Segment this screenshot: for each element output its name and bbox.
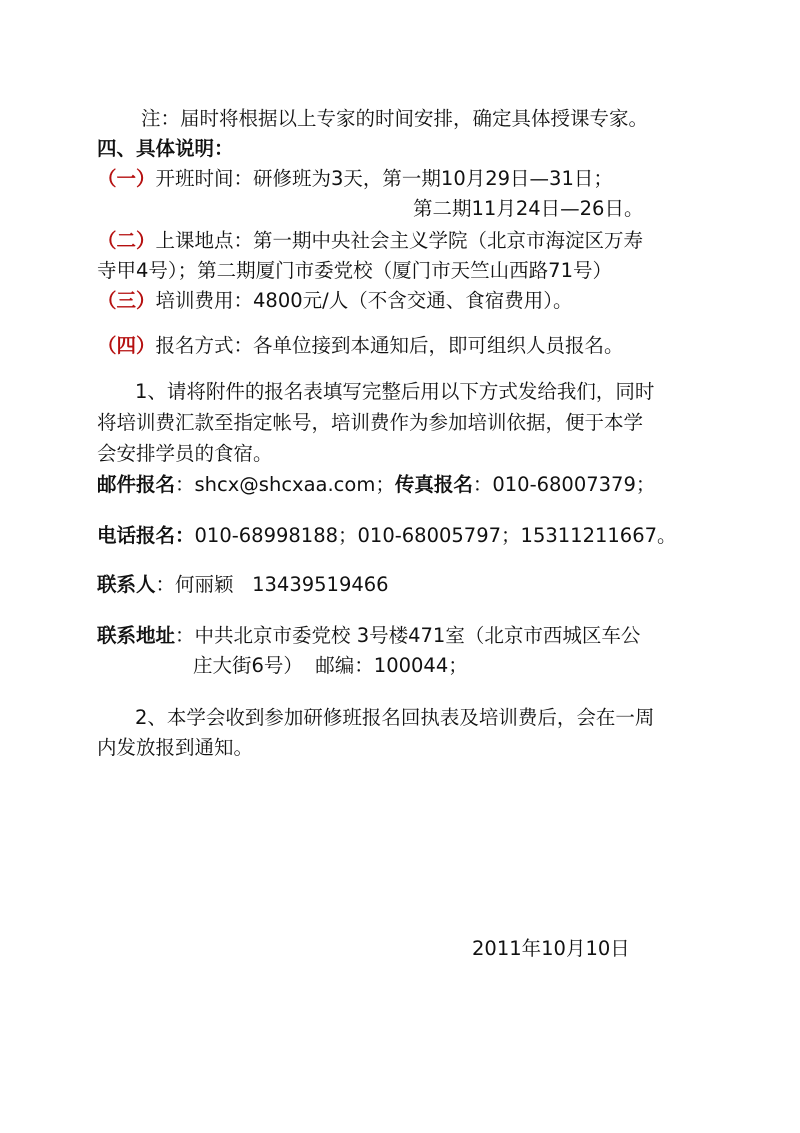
contact-value: ：何丽颖 13439519466 bbox=[155, 573, 389, 596]
contact-line bbox=[97, 570, 389, 600]
phone-value: 010-68998188；010-68005797；15311211667。 bbox=[194, 524, 677, 547]
document-date: 2011年10月10日 bbox=[472, 937, 630, 960]
paragraph-1-line-2: 将培训费汇款至指定帐号，培训费作为参加培训依据，便于本学 bbox=[97, 411, 644, 434]
fee-text: 培训费用：4800元/人（不含交通、食宿费用）。 bbox=[155, 289, 573, 312]
address-line bbox=[97, 621, 640, 651]
item-label: （一） bbox=[97, 167, 156, 190]
fax-value: ：010-68007379； bbox=[472, 473, 656, 496]
schedule-text: 开班时间：研修班为3天，第一期10月29日—31日； bbox=[155, 167, 613, 190]
address-value: ：中共北京市委党校 3号楼471室（北京市西城区车公 bbox=[175, 624, 641, 647]
note-line: 注：届时将根据以上专家的时间安排，确定具体授课专家。 bbox=[141, 107, 649, 130]
email-value: ：shcx@shcxaa.com； bbox=[175, 473, 395, 496]
registration-text: 报名方式：各单位接到本通知后，即可组织人员报名。 bbox=[155, 334, 624, 357]
contact-label: 联系人 bbox=[97, 573, 156, 596]
paragraph-1-line-1: 1、请将附件的报名表填写完整后用以下方式发给我们，同时 bbox=[135, 380, 655, 403]
schedule-line-2: 第二期11月24日—26日。 bbox=[413, 197, 644, 220]
item-label: （三） bbox=[97, 289, 156, 312]
registration-item bbox=[97, 331, 624, 361]
phone-line bbox=[97, 521, 677, 551]
fee-item bbox=[97, 286, 572, 316]
paragraph-2-line-2: 内发放报到通知。 bbox=[97, 736, 254, 759]
venue-line-2: 寺甲4号）；第二期厦门市委党校（厦门市天竺山西路71号） bbox=[97, 259, 612, 282]
paragraph-1-line-3: 会安排学员的食宿。 bbox=[97, 442, 273, 465]
section-heading: 四、具体说明： bbox=[97, 137, 234, 160]
address-label: 联系地址 bbox=[97, 624, 176, 647]
fax-label: 传真报名 bbox=[394, 473, 473, 496]
schedule-item bbox=[97, 164, 613, 194]
item-label: （二） bbox=[97, 229, 156, 252]
paragraph-2-line-1: 2、本学会收到参加研修班报名回执表及培训费后，会在一周 bbox=[135, 706, 655, 729]
email-fax-line bbox=[97, 470, 655, 500]
address-line-2: 庄大街6号） 邮编：100044； bbox=[193, 654, 468, 677]
venue-text: 上课地点：第一期中央社会主义学院（北京市海淀区万寿 bbox=[155, 229, 644, 252]
venue-item bbox=[97, 226, 643, 256]
phone-label: 电话报名： bbox=[97, 524, 195, 547]
item-label: （四） bbox=[97, 334, 156, 357]
email-label: 邮件报名 bbox=[97, 473, 176, 496]
